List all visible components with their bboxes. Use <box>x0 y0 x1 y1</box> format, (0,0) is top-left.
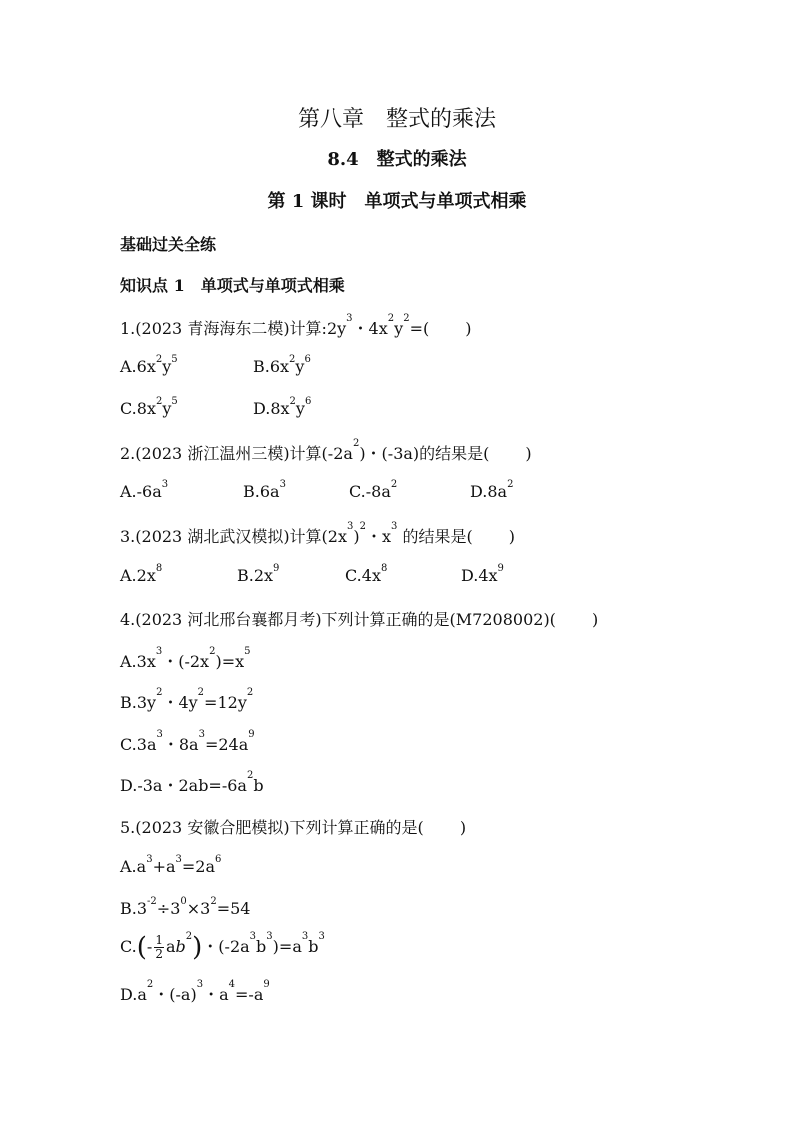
text-fragment: C. <box>120 937 137 956</box>
text-fragment: A.3x <box>120 652 156 671</box>
lesson-title: 第 1 课时 单项式与单项式相乘 <box>267 191 527 212</box>
text-fragment: ・a <box>203 985 229 1004</box>
text-fragment: D.8x <box>253 399 290 418</box>
text-fragment: =12y <box>204 693 247 712</box>
text-fragment: B.3y <box>120 693 157 712</box>
superscript: 2 <box>209 646 216 657</box>
text-fragment: A.-6a <box>120 482 162 501</box>
text-fragment: 3.(2023 湖北武汉模拟)计算(2x <box>120 527 348 546</box>
superscript: 2 <box>155 396 163 407</box>
text-fragment: =24a <box>204 735 249 754</box>
text-fragment: 1.(2023 青海海东二模)计算:2y <box>120 319 347 338</box>
superscript: 8 <box>155 563 163 574</box>
superscript: 2 <box>387 313 395 324</box>
question-3-stem <box>120 521 516 547</box>
text-fragment: B.6x <box>253 357 290 376</box>
superscript: 3 <box>249 931 257 942</box>
text-fragment: =2a <box>181 857 216 876</box>
superscript: 2 <box>289 354 296 365</box>
superscript: 2 <box>289 396 296 407</box>
question-4-stem <box>120 607 598 630</box>
superscript: 2 <box>210 896 217 907</box>
question-5-option-b <box>120 896 251 918</box>
text-fragment: y <box>394 319 404 338</box>
question-3-option-b <box>237 563 280 585</box>
text-fragment: ・8a <box>162 735 199 754</box>
text-fragment: b <box>175 937 186 956</box>
superscript: 3 <box>156 729 163 740</box>
knowledge-heading: 知识点 1 单项式与单项式相乘 <box>120 276 345 295</box>
superscript: 9 <box>263 979 270 990</box>
question-1-option-a <box>120 354 178 376</box>
superscript: 6 <box>304 396 312 407</box>
superscript: 6 <box>215 854 222 865</box>
superscript: 9 <box>273 563 280 574</box>
question-5-option-c <box>120 931 325 963</box>
text-fragment: D.-3a・2ab=-6a <box>120 776 247 795</box>
text-fragment: D.a <box>120 985 147 1004</box>
superscript: 2 <box>197 687 205 698</box>
text-fragment: ・(-2x <box>162 652 210 671</box>
superscript: 2 <box>359 521 367 532</box>
text-fragment: C.3a <box>120 735 157 754</box>
text-fragment: C.4x <box>345 566 381 585</box>
question-2-option-d <box>470 479 514 501</box>
superscript: 2 <box>146 979 154 990</box>
text-fragment: ×3 <box>186 899 211 918</box>
question-4-option-c <box>120 729 255 755</box>
superscript: 3 <box>175 854 182 865</box>
text-fragment: ) <box>508 527 516 546</box>
superscript: 4 <box>228 979 235 990</box>
text-fragment: B.2x <box>237 566 274 585</box>
superscript: 3 <box>301 931 309 942</box>
superscript: 3 <box>155 646 163 657</box>
text-fragment: ・(-a) <box>153 985 197 1004</box>
superscript: 3 <box>146 854 153 865</box>
superscript: 3 <box>346 313 353 324</box>
question-2-stem <box>120 438 532 464</box>
text-fragment: ÷3 <box>156 899 181 918</box>
superscript: 2 <box>246 687 254 698</box>
superscript: 3 <box>196 979 204 990</box>
question-5-option-a <box>120 854 222 876</box>
superscript: 2 <box>390 479 398 490</box>
text-fragment: 第八章 <box>297 107 364 132</box>
question-2-option-b <box>243 479 286 501</box>
text-fragment: ) <box>591 610 599 629</box>
text-fragment: y <box>162 357 172 376</box>
text-fragment: D.8a <box>470 482 508 501</box>
superscript: 2 <box>156 687 163 698</box>
text-fragment: =-a <box>235 985 264 1004</box>
superscript: 5 <box>171 396 178 407</box>
text-fragment: ) <box>192 932 203 963</box>
superscript: 5 <box>244 646 251 657</box>
text-fragment: 2 <box>155 947 163 961</box>
superscript: 0 <box>180 896 187 907</box>
text-fragment: C.8x <box>120 399 156 418</box>
text-fragment: ( <box>136 932 147 963</box>
text-fragment: +a <box>152 857 176 876</box>
superscript: 5 <box>171 354 178 365</box>
text-fragment: )・(-3a)的结果是( <box>359 444 490 463</box>
text-fragment: ・x <box>366 527 392 546</box>
text-fragment: ・4x <box>352 319 388 338</box>
fraction-one-half <box>154 934 164 961</box>
question-1-stem <box>120 313 472 339</box>
text-fragment: A.6x <box>120 357 156 376</box>
text-fragment: A.2x <box>120 566 156 585</box>
text-fragment: 4.(2023 河北邢台襄都月考)下列计算正确的是(M7208002)( <box>120 610 556 629</box>
superscript: 3 <box>318 931 325 942</box>
question-3-option-c <box>345 563 388 585</box>
text-fragment: B.3 <box>120 899 148 918</box>
text-fragment: 2.(2023 浙江温州三模)计算(-2a <box>120 444 353 463</box>
question-4-option-d <box>120 770 264 796</box>
text-fragment: y <box>295 399 305 418</box>
superscript: 9 <box>248 729 255 740</box>
superscript: 6 <box>304 354 311 365</box>
text-fragment: 1 <box>155 933 163 947</box>
superscript: 3 <box>391 521 398 532</box>
text-fragment: ) <box>459 818 467 837</box>
text-fragment: A.a <box>120 857 147 876</box>
text-fragment: b <box>308 937 319 956</box>
question-5-stem <box>120 815 466 838</box>
text-fragment: )=a <box>272 937 302 956</box>
question-4-option-a <box>120 646 251 672</box>
text-fragment: =54 <box>216 899 251 918</box>
text-fragment: a <box>165 937 176 956</box>
text-fragment: 5.(2023 安徽合肥模拟)下列计算正确的是( <box>120 818 424 837</box>
text-fragment: ) <box>525 444 532 463</box>
chapter-title <box>0 102 794 133</box>
superscript: 2 <box>403 313 410 324</box>
superscript: 2 <box>507 479 514 490</box>
text-fragment: y <box>162 399 172 418</box>
question-1-option-b <box>253 354 311 376</box>
superscript: 3 <box>279 479 286 490</box>
superscript: 2 <box>155 354 163 365</box>
text-fragment: - <box>146 937 153 956</box>
text-fragment: ) <box>465 319 472 338</box>
question-3-option-d <box>461 563 504 585</box>
text-fragment: 整式的乘法 <box>386 107 497 132</box>
superscript: 2 <box>246 770 254 781</box>
question-1-option-d <box>253 396 312 418</box>
text-fragment: =( <box>409 319 430 338</box>
text-fragment: b <box>253 776 264 795</box>
text-fragment: B.6a <box>243 482 280 501</box>
superscript: 8 <box>380 563 388 574</box>
superscript: 3 <box>347 521 354 532</box>
superscript: 3 <box>266 931 273 942</box>
question-3-option-a <box>120 563 163 585</box>
text-fragment: b <box>256 937 267 956</box>
superscript: -2 <box>147 896 157 907</box>
superscript: 2 <box>352 438 360 449</box>
question-2-option-c <box>349 479 398 501</box>
question-4-option-b <box>120 687 254 713</box>
text-fragment: ・(-2a <box>202 937 250 956</box>
section-title: 8.4 整式的乘法 <box>327 149 467 170</box>
superscript: 2 <box>185 931 193 942</box>
superscript: 9 <box>497 563 504 574</box>
text-fragment: C.-8a <box>349 482 391 501</box>
text-fragment: )=x <box>215 652 245 671</box>
text-fragment: ・4y <box>162 693 198 712</box>
superscript: 3 <box>198 729 205 740</box>
question-5-option-d <box>120 979 270 1005</box>
superscript: 3 <box>161 479 169 490</box>
question-1-option-c <box>120 396 178 418</box>
text-fragment: y <box>295 357 305 376</box>
question-2-option-a <box>120 479 169 501</box>
text-fragment: ) <box>353 527 360 546</box>
text-fragment: D.4x <box>461 566 498 585</box>
practice-heading: 基础过关全练 <box>120 235 217 254</box>
text-fragment: 的结果是( <box>397 527 473 546</box>
